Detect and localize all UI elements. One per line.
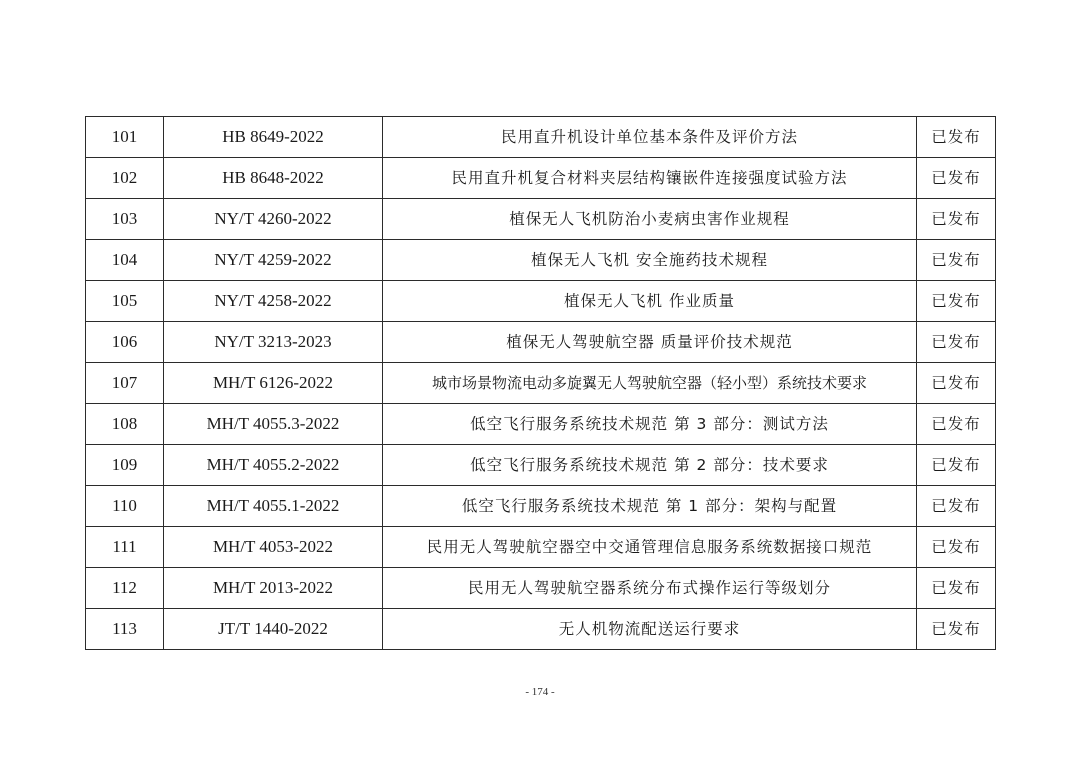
status-cell: 已发布 bbox=[917, 199, 996, 240]
standard-code: JT/T 1440-2022 bbox=[164, 609, 383, 650]
row-number: 104 bbox=[86, 240, 164, 281]
table-row bbox=[86, 363, 996, 404]
row-number: 106 bbox=[86, 322, 164, 363]
standard-name: 无人机物流配送运行要求 bbox=[383, 609, 917, 650]
standard-code: MH/T 4053-2022 bbox=[164, 527, 383, 568]
row-number: 105 bbox=[86, 281, 164, 322]
table-row bbox=[86, 117, 996, 158]
table-row bbox=[86, 281, 996, 322]
row-number: 103 bbox=[86, 199, 164, 240]
standard-code: MH/T 2013-2022 bbox=[164, 568, 383, 609]
table-row bbox=[86, 609, 996, 650]
row-number: 111 bbox=[86, 527, 164, 568]
standard-name: 城市场景物流电动多旋翼无人驾驶航空器（轻小型）系统技术要求 bbox=[383, 363, 917, 404]
status-cell: 已发布 bbox=[917, 609, 996, 650]
standard-name: 民用无人驾驶航空器空中交通管理信息服务系统数据接口规范 bbox=[383, 527, 917, 568]
row-number: 112 bbox=[86, 568, 164, 609]
standard-name: 低空飞行服务系统技术规范 第 1 部分：架构与配置 bbox=[383, 486, 917, 527]
standard-code: MH/T 6126-2022 bbox=[164, 363, 383, 404]
status-cell: 已发布 bbox=[917, 486, 996, 527]
table-row bbox=[86, 445, 996, 486]
row-number: 101 bbox=[86, 117, 164, 158]
table-row bbox=[86, 527, 996, 568]
standard-code: HB 8648-2022 bbox=[164, 158, 383, 199]
standard-code: NY/T 4258-2022 bbox=[164, 281, 383, 322]
table-row bbox=[86, 158, 996, 199]
status-cell: 已发布 bbox=[917, 117, 996, 158]
status-cell: 已发布 bbox=[917, 445, 996, 486]
standard-code: NY/T 4260-2022 bbox=[164, 199, 383, 240]
standard-name: 植保无人飞机 安全施药技术规程 bbox=[383, 240, 917, 281]
table-row bbox=[86, 240, 996, 281]
row-number: 113 bbox=[86, 609, 164, 650]
status-cell: 已发布 bbox=[917, 527, 996, 568]
status-cell: 已发布 bbox=[917, 404, 996, 445]
status-cell: 已发布 bbox=[917, 240, 996, 281]
standard-code: MH/T 4055.3-2022 bbox=[164, 404, 383, 445]
status-cell: 已发布 bbox=[917, 363, 996, 404]
standard-code: MH/T 4055.1-2022 bbox=[164, 486, 383, 527]
status-cell: 已发布 bbox=[917, 568, 996, 609]
standard-code: NY/T 4259-2022 bbox=[164, 240, 383, 281]
standard-name: 低空飞行服务系统技术规范 第 3 部分：测试方法 bbox=[383, 404, 917, 445]
standard-name: 植保无人驾驶航空器 质量评价技术规范 bbox=[383, 322, 917, 363]
row-number: 102 bbox=[86, 158, 164, 199]
status-cell: 已发布 bbox=[917, 322, 996, 363]
status-cell: 已发布 bbox=[917, 158, 996, 199]
status-cell: 已发布 bbox=[917, 281, 996, 322]
page-number: - 174 - bbox=[525, 686, 555, 698]
standards-table bbox=[85, 116, 996, 650]
table-row bbox=[86, 486, 996, 527]
standards-table-body bbox=[86, 117, 996, 650]
standard-name: 低空飞行服务系统技术规范 第 2 部分：技术要求 bbox=[383, 445, 917, 486]
row-number: 110 bbox=[86, 486, 164, 527]
table-row bbox=[86, 568, 996, 609]
table-row bbox=[86, 199, 996, 240]
standard-code: MH/T 4055.2-2022 bbox=[164, 445, 383, 486]
row-number: 109 bbox=[86, 445, 164, 486]
standard-name: 民用直升机复合材料夹层结构镶嵌件连接强度试验方法 bbox=[383, 158, 917, 199]
row-number: 107 bbox=[86, 363, 164, 404]
table-row bbox=[86, 322, 996, 363]
table-row bbox=[86, 404, 996, 445]
standard-name: 植保无人飞机防治小麦病虫害作业规程 bbox=[383, 199, 917, 240]
standard-code: NY/T 3213-2023 bbox=[164, 322, 383, 363]
standard-name: 民用直升机设计单位基本条件及评价方法 bbox=[383, 117, 917, 158]
standard-name: 民用无人驾驶航空器系统分布式操作运行等级划分 bbox=[383, 568, 917, 609]
row-number: 108 bbox=[86, 404, 164, 445]
standard-code: HB 8649-2022 bbox=[164, 117, 383, 158]
standard-name: 植保无人飞机 作业质量 bbox=[383, 281, 917, 322]
